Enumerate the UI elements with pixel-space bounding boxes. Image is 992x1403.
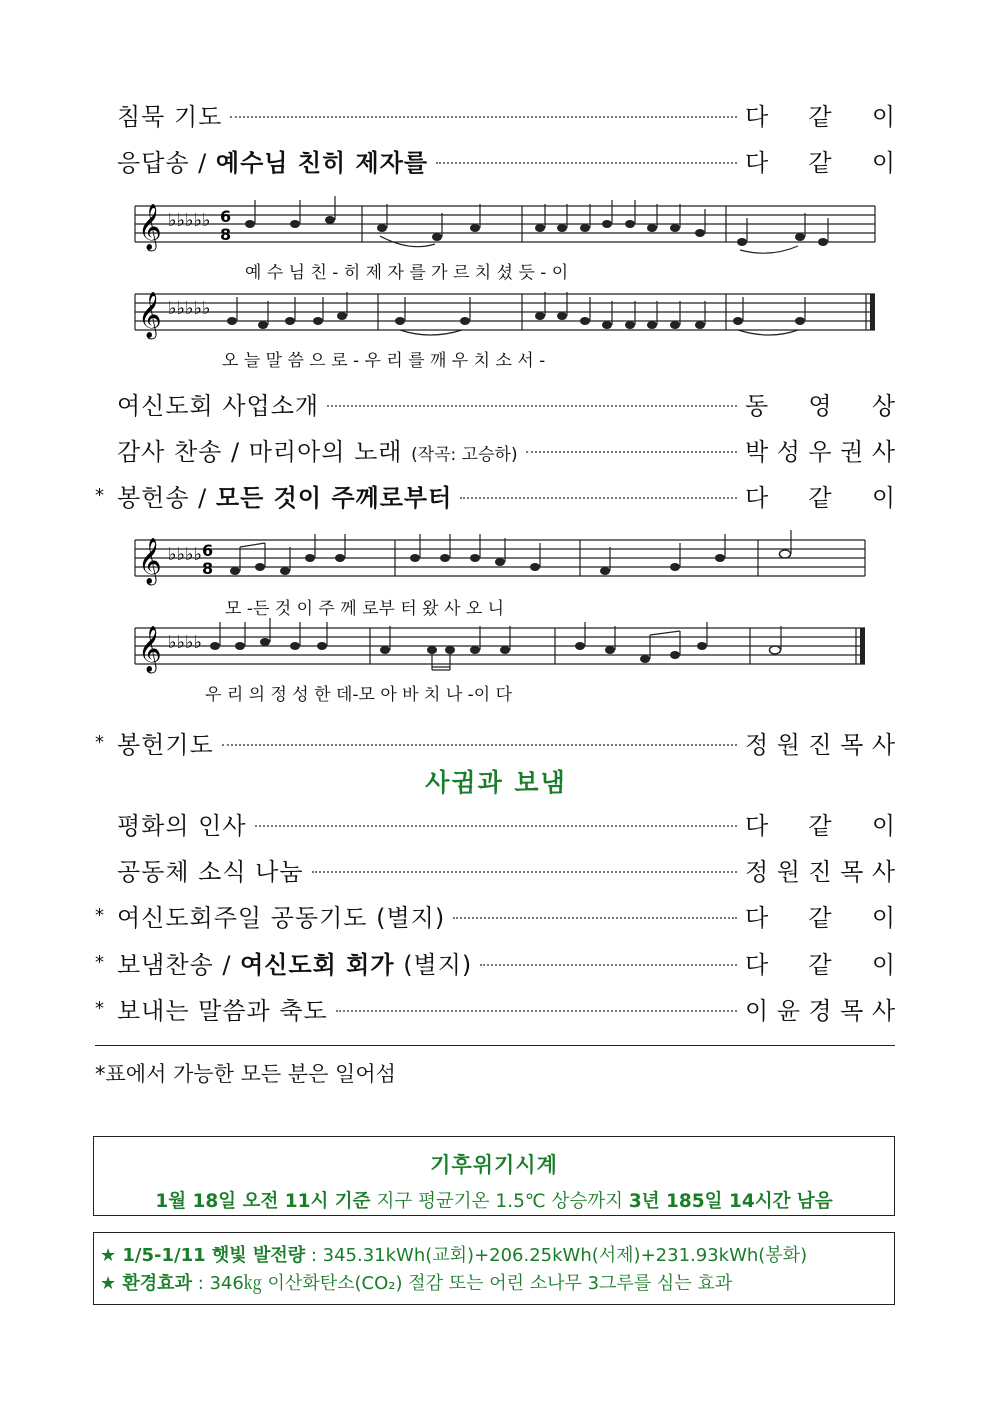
order-item-leader: 다 같 이 (745, 811, 895, 840)
standing-mark: * (95, 951, 104, 973)
order-item-label: 침묵 기도 (117, 102, 223, 131)
section-title: 사귐과 보냄 (425, 768, 567, 797)
order-item-leader: 이 윤 경 목 사 (745, 996, 895, 1025)
score-response-song (130, 196, 890, 371)
leader-dots (255, 825, 737, 827)
environment-effect-line: ★ 환경효과 : 346㎏ 이산화탄소(CO₂) 절감 또는 어린 소나무 3그루를 심는 효과 (100, 1273, 733, 1294)
leader-dots (460, 497, 737, 499)
standing-mark: * (95, 997, 104, 1019)
svg-text:6: 6 (220, 207, 232, 226)
order-item-leader: 다 같 이 (745, 148, 895, 177)
treble-clef-icon: 𝄞 (138, 204, 162, 250)
order-item (95, 722, 895, 762)
footnote: *표에서 가능한 모든 분은 일어섬 (95, 1062, 396, 1086)
svg-text:♭♭♭♭: ♭♭♭♭ (168, 544, 202, 565)
lyrics-score2-line1: 모 -든 것 이 주 께 로부 터 왔 사 오 니 (225, 599, 505, 619)
leader-dots (222, 744, 737, 746)
staff-line-1 (130, 196, 890, 256)
staff-line-4 (130, 618, 890, 678)
leader-dots (312, 871, 737, 873)
standing-mark: * (95, 731, 104, 753)
order-item (95, 475, 895, 515)
lyrics-score1-line2: 오 늘 말 씀 으 로 - 우 리 를 깨 우 치 소 서 - (222, 351, 546, 371)
leader-dots (230, 116, 737, 118)
leader-dots (436, 162, 737, 164)
climate-clock-box (93, 1136, 895, 1216)
lyrics-score2-line2: 우 리 의 정 성 한 데-모 아 바 치 나 -이 다 (205, 685, 513, 705)
order-item-label: 보냄찬송 / 여신도회 회가 (별지) (117, 950, 473, 979)
staff-line-3 (130, 530, 890, 590)
solar-power-line: ★ 1/5-1/11 햇빛 발전량 : 345.31kWh(교회)+206.25kWh(서제)+231.93kWh(봉화) (100, 1245, 808, 1266)
order-item (95, 140, 895, 180)
order-item-label: 응답송 / 예수님 친히 제자를 (117, 148, 429, 177)
order-item-leader: 다 같 이 (745, 950, 895, 979)
order-item (95, 429, 895, 469)
order-item-label: 공동체 소식 나눔 (117, 857, 304, 886)
leader-dots (480, 964, 737, 966)
order-item-label: 여신도회 사업소개 (117, 391, 320, 420)
standing-mark: * (95, 904, 104, 926)
svg-text:8: 8 (220, 225, 232, 244)
svg-text:6: 6 (202, 541, 214, 560)
order-item-leader: 다 같 이 (745, 903, 895, 932)
leader-dots (327, 405, 737, 407)
order-item-label: 봉헌송 / 모든 것이 주께로부터 (117, 483, 453, 512)
order-item (95, 803, 895, 843)
solar-power-box (93, 1232, 895, 1305)
leader-dots (453, 917, 737, 919)
climate-clock-title: 기후위기시계 (430, 1153, 558, 1177)
score-offering-song (130, 530, 890, 705)
order-item (95, 849, 895, 889)
order-item-leader: 정 원 진 목 사 (745, 857, 895, 886)
order-item (95, 988, 895, 1028)
order-item (95, 942, 895, 982)
order-item (95, 383, 895, 423)
lyrics-score1-line1: 예 수 님 친 - 히 제 자 를 가 르 치 셨 듯 - 이 (245, 263, 569, 283)
svg-text:♭♭♭♭♭: ♭♭♭♭♭ (168, 210, 211, 231)
svg-text:♭♭♭♭: ♭♭♭♭ (168, 632, 202, 653)
order-item-leader: 다 같 이 (745, 102, 895, 131)
leader-dots (526, 451, 737, 453)
order-item (95, 895, 895, 935)
order-item-label: 여신도회주일 공동기도 (별지) (117, 903, 446, 932)
treble-clef-icon: 𝄞 (138, 626, 162, 672)
order-item-label: 평화의 인사 (117, 811, 247, 840)
order-item-leader: 정 원 진 목 사 (745, 730, 895, 759)
order-item-label: 보내는 말씀과 축도 (117, 996, 328, 1025)
order-item-leader: 다 같 이 (745, 483, 895, 512)
order-item (95, 94, 895, 134)
divider (95, 1045, 895, 1046)
order-item-leader: 동 영 상 (745, 391, 895, 420)
order-item-leader: 박 성 우 권 사 (745, 437, 895, 466)
leader-dots (336, 1010, 737, 1012)
standing-mark: * (95, 484, 104, 506)
order-item-label: 봉헌기도 (117, 730, 214, 759)
order-item-label: 감사 찬송 / 마리아의 노래 (작곡: 고승하) (117, 437, 518, 466)
staff-line-2 (130, 284, 890, 344)
climate-clock-line: 1월 18일 오전 11시 기준 지구 평균기온 1.5℃ 상승까지 3년 185일 14시간 남음 (155, 1191, 833, 1212)
svg-text:8: 8 (202, 559, 214, 578)
treble-clef-icon: 𝄞 (138, 538, 162, 584)
svg-text:♭♭♭♭♭: ♭♭♭♭♭ (168, 298, 211, 319)
treble-clef-icon: 𝄞 (138, 292, 162, 338)
